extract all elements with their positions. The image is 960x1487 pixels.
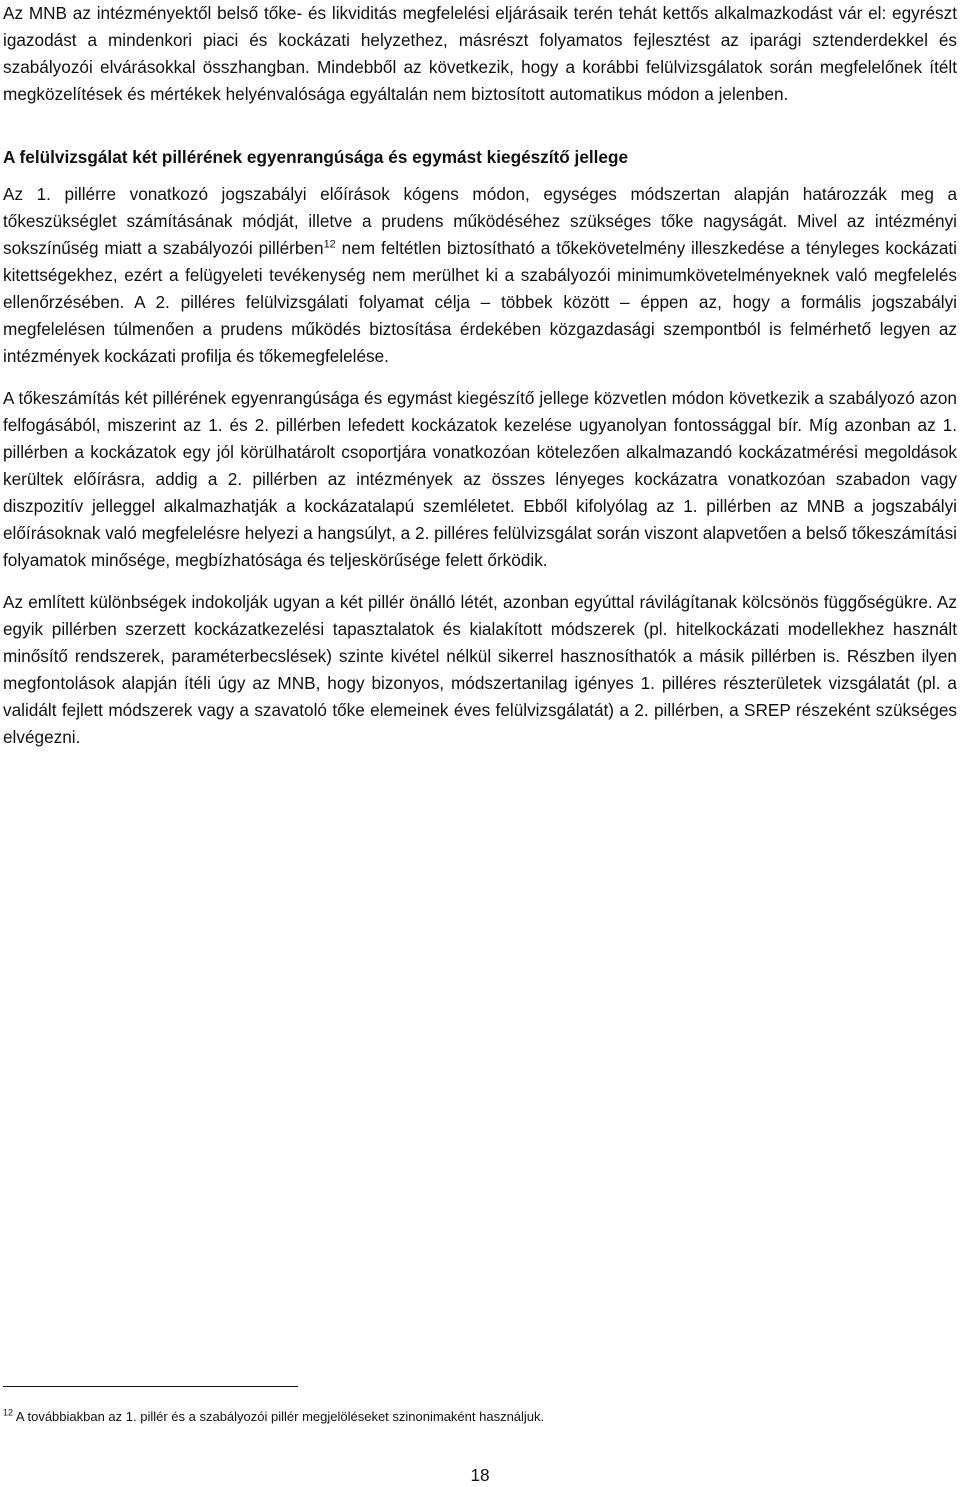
paragraph-3: A tőkeszámítás két pillérének egyenrangúsága és egymást kiegészítő jellege közvetlen módon következik a szabályozó azon felfogásából, miszerint az 1. és 2. pillérben lefedett kockázatok kezelése ugyanolyan fontossággal bír. Míg azonban az 1. pillérben a kockázatok egy jól körülhatárolt csoportjára vonatkozóan kötelezően alkalmazandó kockázatmérési megoldások kerültek előírásra, addig a 2. pillérben az intézmények az összes lényeges kockázatra vonatkozóan szabadon vagy diszpozitív jelleggel alkalmazhatják a kockázatalapú szemléletet. Ebből kifolyólag az 1. pillérben az MNB a jogszabályi előírásoknak való megfelelésre helyezi a hangsúlyt, a 2. pilléres felülvizsgálat során viszont alapvetően a belső tőkeszámítási folyamatok minősége, megbízhatósága és teljeskörűsége felett őrködik. [3,388,957,570]
paragraph-2-part-a: Az 1. pillérre vonatkozó jogszabályi előírások kógens módon, egységes módszertan alapján határozzák meg a tőkeszükséglet számításának módját, illetve a prudens működéséhez szükséges tőke nagyságát. Mivel az intézményi sokszínűség miatt a szabályozói pillérben [3,184,957,258]
paragraph-2 [3,181,957,370]
footnote-number: 12 [3,1407,14,1418]
footnote-text: A továbbiakban az 1. pillér és a szabályozói pillér megjelöléseket szinonimaként használjuk. [13,1409,545,1424]
paragraph-2-part-b: nem feltétlen biztosítható a tőkekövetelmény illeszkedése a tényleges kockázati kitettségekhez, ezért a felügyeleti tevékenység nem merülhet ki a szabályozói minimumkövetelményeknek való megfelelés ellenőrzésében. A 2. pilléres felülvizsgálati folyamat célja – többek között – éppen az, hogy a formális jogszabályi megfelelésen túlmenően a prudens működés biztosítása érdekében közgazdasági szempontból is felmérhető legyen az intézmények kockázati profilja és tőkemegfelelése. [3,238,957,366]
document-body [3,0,957,751]
paragraph-1: Az MNB az intézményektől belső tőke- és likviditás megfelelési eljárásaik terén tehát kettős alkalmazkodást vár el: egyrészt igazodást a mindenkori piaci és kockázati helyzethez, másrészt folyamatos fejlesztést az iparági sztenderdekkel és szabályozói elvárásokkal összhangban. Mindebből az következik, hogy a korábbi felülvizsgálatok során megfelelőnek ítélt megközelítések és mértékek helyénvalósága egyáltalán nem biztosított automatikus módon a jelenben. [3,3,957,104]
section-heading: A felülvizsgálat két pillérének egyenrangúsága és egymást kiegészítő jellege [3,147,629,167]
footnote [3,1408,953,1426]
paragraph-4: Az említett különbségek indokolják ugyan a két pillér önálló létét, azonban egyúttal rávilágítanak kölcsönös függőségükre. Az egyik pillérben szerzett kockázatkezelési tapasztalatok és kialakított módszerek (pl. hitelkockázati modellekhez használt minősítő rendszerek, paraméterbecslések) szinte kivétel nélkül sikerrel hasznosíthatók a másik pillérben is. Részben ilyen megfontolások alapján ítéli úgy az MNB, hogy bizonyos, módszertanilag igényes 1. pilléres részterületek vizsgálatát (pl. a validált fejlett módszerek vagy a szavatoló tőke elemeinek éves felülvizsgálatát) a 2. pillérben, a SREP részeként szükséges elvégezni. [3,592,957,747]
footnote-separator [3,1386,298,1387]
page-number: 18 [470,1465,490,1485]
footnote-reference[interactable]: 12 [323,238,336,251]
